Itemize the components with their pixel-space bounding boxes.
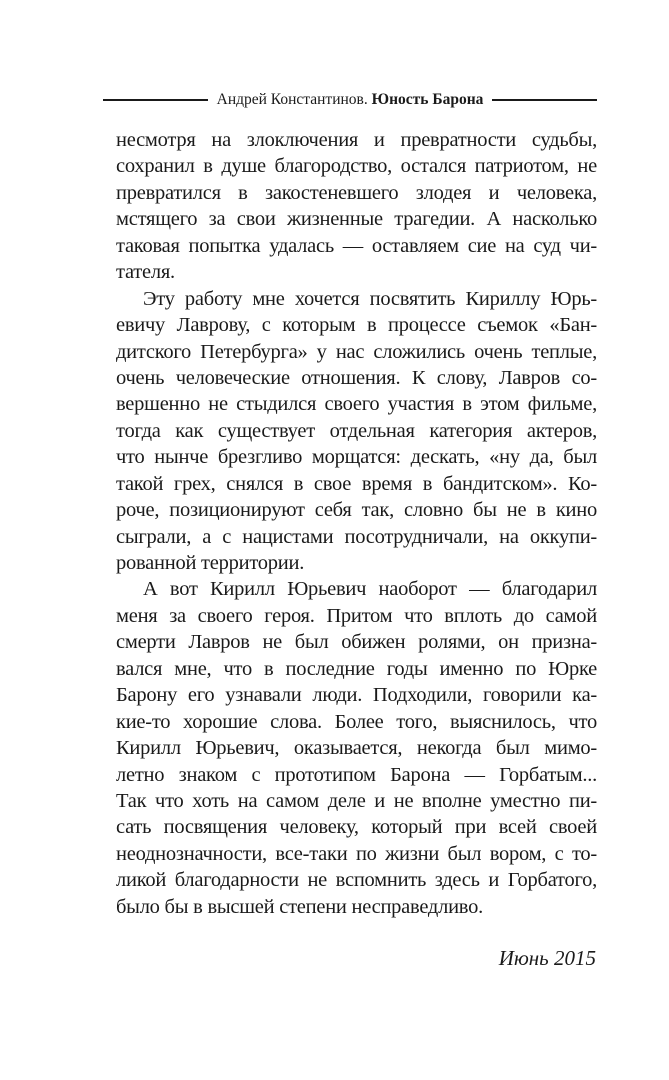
text-line: вершенно не стыдился своего участия в этом фильме, [116,393,597,416]
text-line: кие-то хорошие слова. Более того, выяснилось, что [116,710,597,733]
text-line: такой грех, снялся в свое время в бандитском». Ко- [116,472,597,495]
text-line: несмотря на злоключения и превратности судьбы, [116,129,597,151]
text-line: превратился в закостеневшего злодея и человека, [116,181,597,204]
text-line: тателя. [116,261,175,284]
text-line: меня за своего героя. Притом что вплоть до самой [116,604,597,627]
text-line: что нынче брезгливо морщатся: дескать, «ну да, был [116,446,597,469]
text-line: А вот Кирилл Юрьевич наоборот — благодарил [143,578,597,601]
text-line: сыграли, а с нацистами посотрудничали, на оккупи- [116,525,597,548]
text-line: вался мне, что в последние годы именно по Юрке [116,657,597,680]
text-line: летно знаком с прототипом Барона — Горбатым... [116,763,597,786]
text-line: роче, позиционируют себя так, словно бы не в кино [116,499,597,522]
header-rule-right [492,99,597,101]
text-line: сать посвящения человеку, который при всей своей [116,816,597,839]
paragraph [116,127,597,286]
text-line: дитского Петербурга» у нас сложились очень теплые, [116,340,597,363]
signature-date: Июнь 2015 [498,946,596,970]
running-header [103,89,597,111]
text-line: Эту работу мне хочется посвятить Кириллу Юрь- [143,287,597,310]
paragraph [116,286,597,577]
text-line: евичу Лаврову, с которым в процессе съемок «Бан- [116,314,597,337]
text-line: было бы в высшей степени несправедливо. [116,895,483,918]
text-line: ликой благодарности не вспомнить здесь и Горбатого, [116,869,597,892]
header-book-title: Юность Барона [371,91,484,108]
text-line: очень человеческие отношения. К слову, Лавров со- [116,366,597,389]
text-line: Кирилл Юрьевич, оказывается, некогда был мимо- [116,737,597,760]
header-rule-left [103,99,208,101]
text-line: рованной территории. [116,552,305,574]
text-line: неоднозначности, все-таки по жизни был вором, с то- [116,842,597,865]
paragraph [116,576,597,920]
text-line: Так что хоть на самом деле и не вполне уместно пи- [116,789,597,812]
text-line: мстящего за свои жизненные трагедии. А насколько [116,208,597,231]
text-line: тогда как существует отдельная категория актеров, [116,419,597,442]
text-line: таковая попытка удалась — оставляем сие на суд чи- [116,234,597,257]
text-line: сохранил в душе благородство, остался патриотом, не [116,155,597,178]
page-body [116,127,597,920]
header-author: Андрей Константинов. [216,91,368,108]
text-line: Барону его узнавали люди. Подходили, говорили ка- [116,684,597,707]
text-line: смерти Лавров не был обижен ролями, он призна- [116,631,597,654]
header-text [208,91,493,109]
